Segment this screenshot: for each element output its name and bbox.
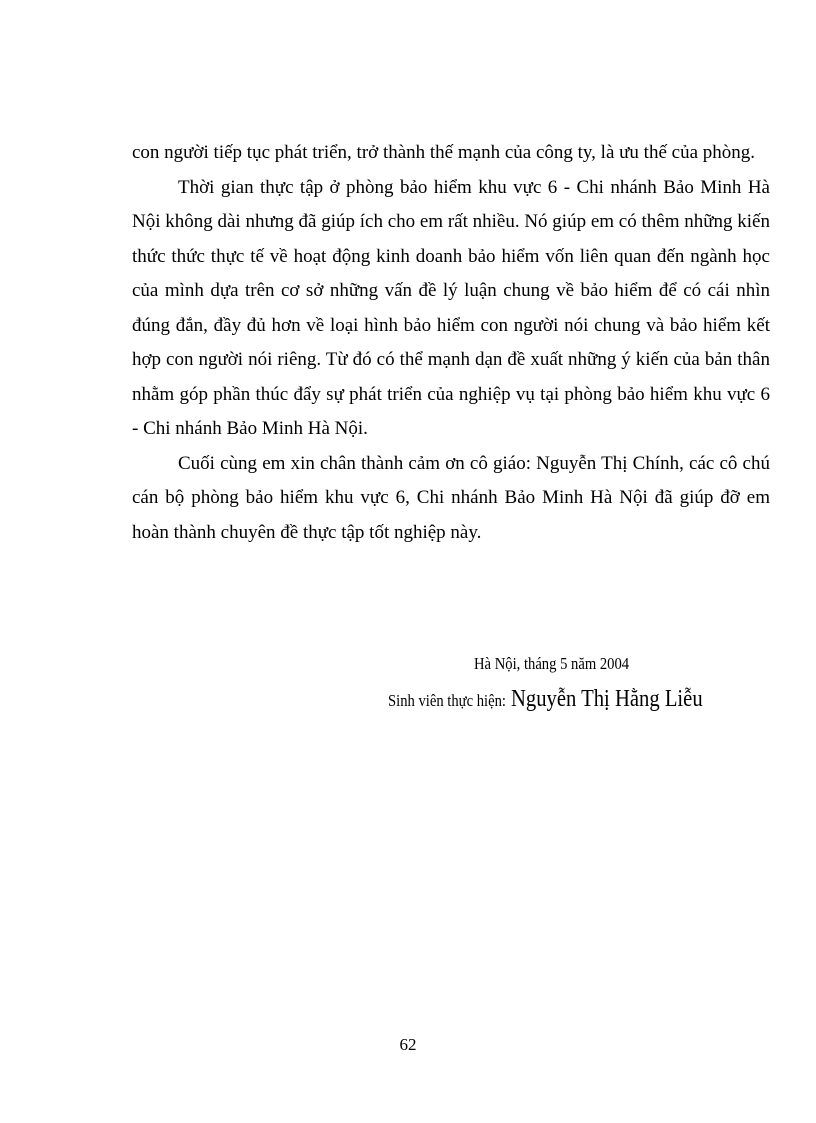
paragraph-acknowledgement: Cuối cùng em xin chân thành cảm ơn cô giáo: Nguyễn Thị Chính, các cô chú cán bộ phòng bảo hiểm khu vực 6, Chi nhánh Bảo Minh Hà Nội đã giúp đỡ em hoàn thành chuyên đề thực tập tốt nghiệp này. xyxy=(132,452,770,543)
page-number: 62 xyxy=(399,1035,417,1054)
signature-label: Sinh viên thực hiện: xyxy=(388,691,506,710)
signature-place-date: Hà Nội, tháng 5 năm 2004 xyxy=(474,654,630,673)
paragraph-continuation: con người tiếp tục phát triển, trở thành thế mạnh của công ty, là ưu thế của phòng. xyxy=(132,142,756,163)
signature-name: Nguyễn Thị Hằng Liễu xyxy=(511,686,703,712)
body-text xyxy=(132,136,770,550)
signature-line xyxy=(388,682,734,719)
paragraph-internship: Thời gian thực tập ở phòng bảo hiểm khu vực 6 - Chi nhánh Bảo Minh Hà Nội không dài nhưng đã giúp ích cho em rất nhiều. Nó giúp em có thêm những kiến thức thức thực tế về hoạt động kinh doanh bảo hiểm vốn liên quan đến ngành học của mình dựa trên cơ sở những vấn đề lý luận chung về bảo hiểm để có cái nhìn đúng đắn, đầy đủ hơn về loại hình bảo hiểm con người nói chung và bảo hiểm kết hợp con người nói riêng. Từ đó có thể mạnh dạn đề xuất những ý kiến của bản thân nhằm góp phần thúc đẩy sự phát triển của nghiệp vụ tại phòng bảo hiểm khu vực 6 - Chi nhánh Bảo Minh Hà Nội. xyxy=(132,176,770,439)
